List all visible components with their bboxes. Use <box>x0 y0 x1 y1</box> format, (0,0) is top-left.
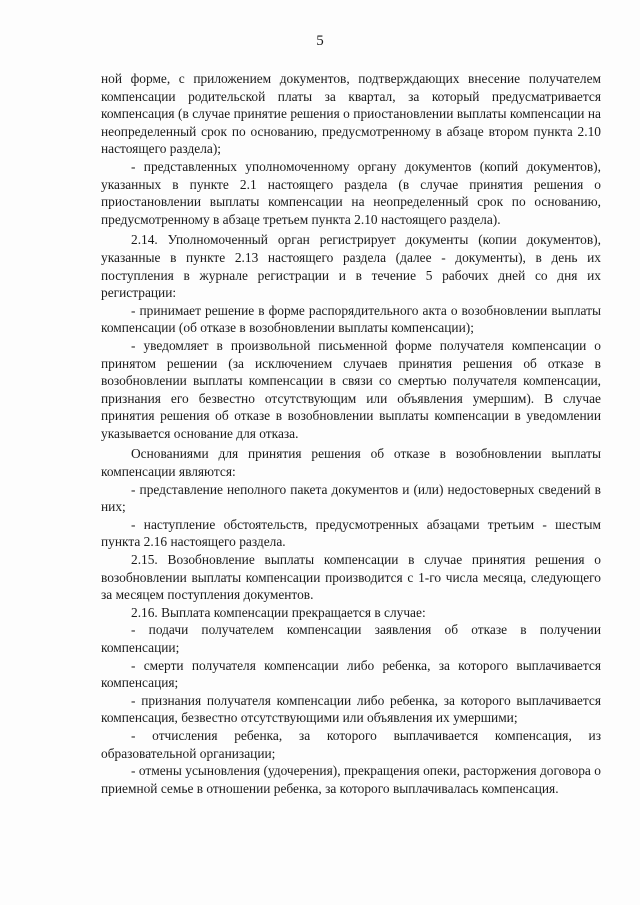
paragraph-list-item: - подачи получателем компенсации заявления об отказе в получении компенсации; <box>101 622 601 655</box>
paragraph-list-item: - признания получателя компенсации либо ребенка, за которого выплачивается компенсация, безвестно отсутствующими или объявления их умершими; <box>101 692 601 726</box>
paragraph-list-item: - представленных уполномоченному органу документов (копий документов), указанных в пункте 2.1 настоящего раздела (в случае принятия решения о приостановлении выплаты компенсации на неопределенный срок по основанию, предусмотренному в абзаце третьем пункта 2.10 настоящего раздела). <box>101 158 601 227</box>
paragraph-list-item: - отчисления ребенка, за которого выплачивается компенсация, из образовательной организации; <box>101 727 601 761</box>
page-number: 5 <box>316 33 324 49</box>
paragraph-grounds: Основаниями для принятия решения об отказе в возобновлении выплаты компенсации являются: <box>101 446 601 480</box>
paragraph-list-item: - наступление обстоятельств, предусмотренных абзацами третьим - шестым пункта 2.16 настоящего раздела. <box>101 516 601 550</box>
paragraph-list-item: - принимает решение в форме распорядительного акта о возобновлении выплаты компенсации (об отказе в возобновлении выплаты компенсации); <box>101 302 601 336</box>
paragraph-clause-2-14: 2.14. Уполномоченный орган регистрирует документы (копии документов), указанные в пункте 2.13 настоящего раздела (далее - документы), в день их поступления в журнале регистрации и в течение 5 рабочих дней со дня их регистрации: <box>101 232 601 301</box>
paragraph-list-item: - представление неполного пакета документов и (или) недостоверных сведений в них; <box>101 481 601 515</box>
paragraph-list-item: - отмены усыновления (удочерения), прекращения опеки, расторжения договора о приемной семье в отношении ребенка, за которого выплачивалась компенсация. <box>101 763 601 796</box>
paragraph-list-item: - уведомляет в произвольной письменной форме получателя компенсации о принятом решении (за исключением случаев принятия решения об отказе в возобновлении выплаты компенсации в связи со смертью получателя компенсации, признания его безвестно отсутствующим или объявления умершим). В случае принятия решения об отказе в возобновлении выплаты компенсации в уведомлении указывается основание для отказа. <box>101 337 601 441</box>
document-body <box>101 70 601 797</box>
paragraph-clause-2-16: 2.16. Выплата компенсации прекращается в случае: <box>131 604 426 620</box>
paragraph-list-item: - смерти получателя компенсации либо ребенка, за которого выплачивается компенсация; <box>101 657 601 691</box>
paragraph-clause-2-15: 2.15. Возобновление выплаты компенсации в случае принятия решения о возобновлении выплаты компенсации производится с 1-го числа месяца, следующего за месяцем поступления документов. <box>101 552 601 603</box>
paragraph-continuation: ной форме, с приложением документов, подтверждающих внесение получателем компенсации родительской платы за квартал, за который предусматривается компенсация (в случае принятие решения о приостановлении выплаты компенсации на неопределенный срок по основанию, предусмотренному в абзаце втором пункта 2.10 настоящего раздела); <box>101 71 601 157</box>
